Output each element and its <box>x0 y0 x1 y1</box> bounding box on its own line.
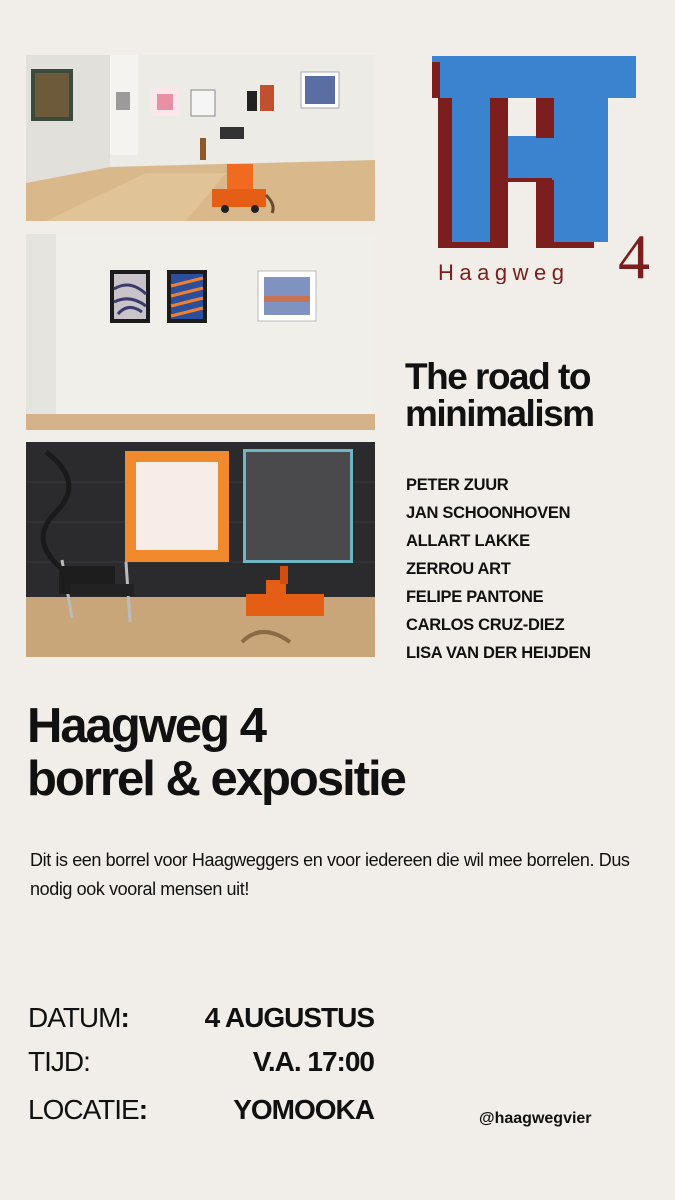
artist-name: ZERROU ART <box>406 560 511 578</box>
logo-wordmark: Haagweg <box>438 260 570 284</box>
haagweg-logo <box>432 52 654 284</box>
locatie-colon: : <box>138 1094 148 1125</box>
event-description: Dit is een borrel voor Haagweggers en voor iedereen die wil mee borrelen. Dus nodig ook vooral mensen uit! <box>30 850 630 899</box>
artist-name: JAN SCHOONHOVEN <box>406 504 571 522</box>
datum-label-group <box>28 1002 129 1034</box>
datum-value: 4 AUGUSTUS <box>204 1002 374 1033</box>
locatie-label-group <box>28 1094 147 1126</box>
locatie-label: LOCATIE <box>28 1094 139 1125</box>
artist-name: ALLART LAKKE <box>406 532 530 550</box>
gallery-photo-wall <box>26 234 375 430</box>
tijd-value: V.A. 17:00 <box>252 1046 374 1077</box>
gallery-photo-room <box>26 55 375 221</box>
event-heading <box>27 700 405 806</box>
event-heading-line2: borrel & expositie <box>27 752 405 806</box>
detail-row-locatie <box>28 1094 374 1130</box>
event-heading-line1: Haagweg 4 <box>27 699 265 753</box>
datum-label: DATUM <box>28 1002 121 1033</box>
detail-row-datum <box>28 1002 374 1038</box>
artist-name: PETER ZUUR <box>406 476 509 494</box>
artist-list <box>406 471 591 667</box>
artist-name: CARLOS CRUZ-DIEZ <box>406 616 565 634</box>
locatie-value: YOMOOKA <box>233 1094 374 1125</box>
gallery-photo-dark-wall <box>26 442 375 657</box>
artist-name: FELIPE PANTONE <box>406 588 544 606</box>
tijd-label: TIJD: <box>28 1046 90 1077</box>
datum-colon: : <box>120 1002 129 1033</box>
social-handle: @haagwegvier <box>479 1110 592 1127</box>
logo-number: 4 <box>618 221 650 284</box>
exhibition-subtitle: The road to minimalism <box>405 356 594 434</box>
detail-row-tijd <box>28 1046 374 1082</box>
artist-name: LISA VAN DER HEIJDEN <box>406 644 591 662</box>
